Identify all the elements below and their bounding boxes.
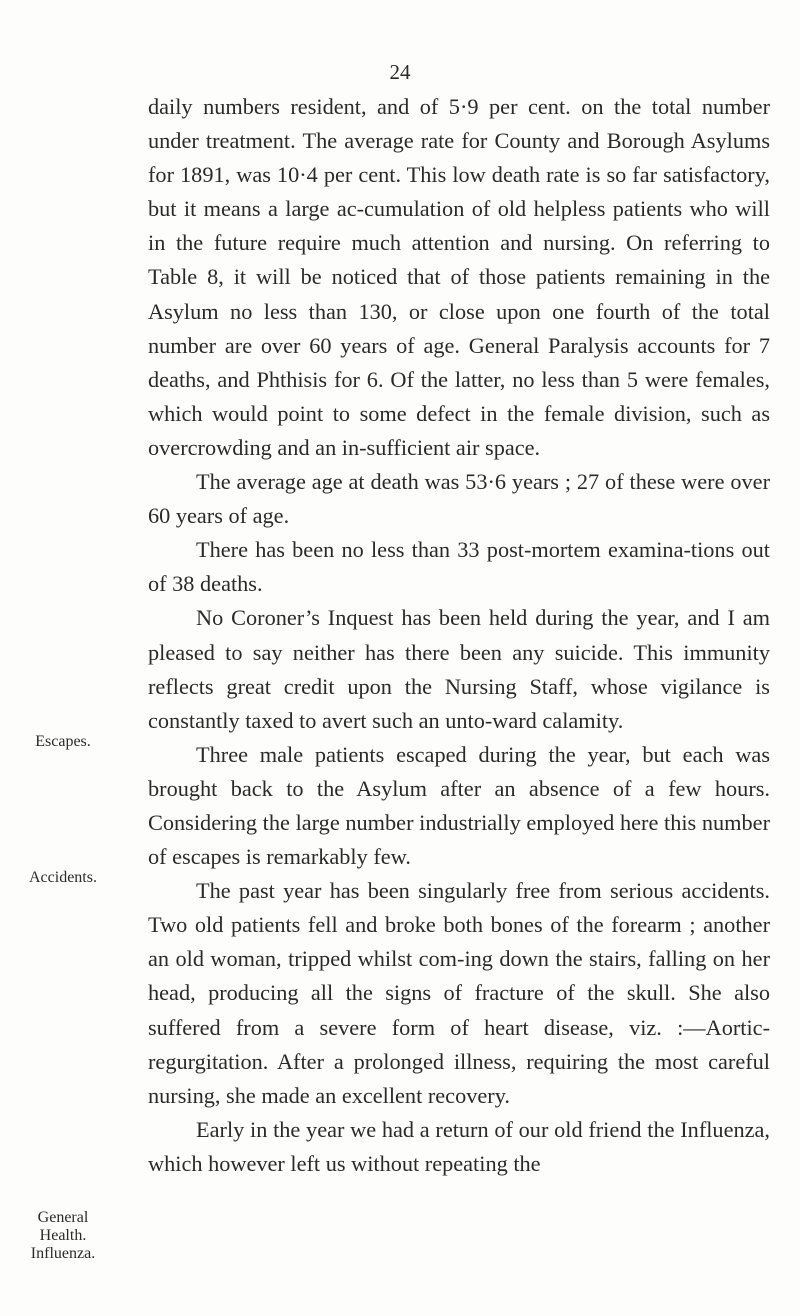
paragraph-escapes: Three male patients escaped during the year, but each was brought back to the Asylum after an absence of a few hours. Considering the large number industrially employed here this number of escapes is remarkably few.	[148, 741, 770, 870]
paragraph-accidents: The past year has been singularly free from serious accidents. Two old patients fell and broke both bones of the forearm ; another an old woman, tripped whilst com-ing down the stairs, falling on her head, producing all the signs of fracture of the skull. She also suffered from a severe form of heart disease, viz. :—Aortic-regurgitation. After a prolonged illness, requiring the most careful nursing, she made an excellent recovery.	[148, 878, 770, 1108]
paragraph-death-rate: daily numbers resident, and of 5·9 per cent. on the total number under treatment. The average rate for County and Borough Asylums for 1891, was 10·4 per cent. This low death rate is so far satisfactory, but it means a large ac-cumulation of old helpless patients who will in the future require much attention and nursing. On referring to Table 8, it will be noticed that of those patients remaining in the Asylum no less than 130, or close upon one fourth of the total number are over 60 years of age. General Paralysis accounts for 7 deaths, and Phthisis for 6. Of the latter, no less than 5 were females, which would point to some defect in the female division, such as overcrowding and an in-sufficient air space.	[148, 94, 770, 460]
margin-note-general-health-line2: Health.	[39, 1227, 87, 1244]
margin-note-general-health	[4, 1209, 122, 1245]
paragraph-influenza: Early in the year we had a return of our old friend the Influenza, which however left us without repeating the	[148, 1116, 770, 1176]
page-number: 24	[389, 60, 411, 84]
margin-note-escapes: Escapes.	[35, 733, 91, 750]
paragraph-coroner-inquest: No Coroner’s Inquest has been held during the year, and I am pleased to say neither has there been any suicide. This immunity reflects great credit upon the Nursing Staff, whose vigilance is constantly taxed to avert such an unto-ward calamity.	[148, 605, 770, 733]
paragraph-average-age: The average age at death was 53·6 years ; 27 of these were over 60 years of age.	[148, 469, 770, 529]
report-body	[148, 90, 770, 1181]
paragraph-post-mortem: There has been no less than 33 post-mortem examina-tions out of 38 deaths.	[148, 537, 770, 597]
margin-note-general-health-line1: General	[37, 1209, 89, 1226]
margin-note-influenza: Influenza.	[30, 1245, 96, 1262]
margin-note-accidents: Accidents.	[29, 869, 97, 886]
